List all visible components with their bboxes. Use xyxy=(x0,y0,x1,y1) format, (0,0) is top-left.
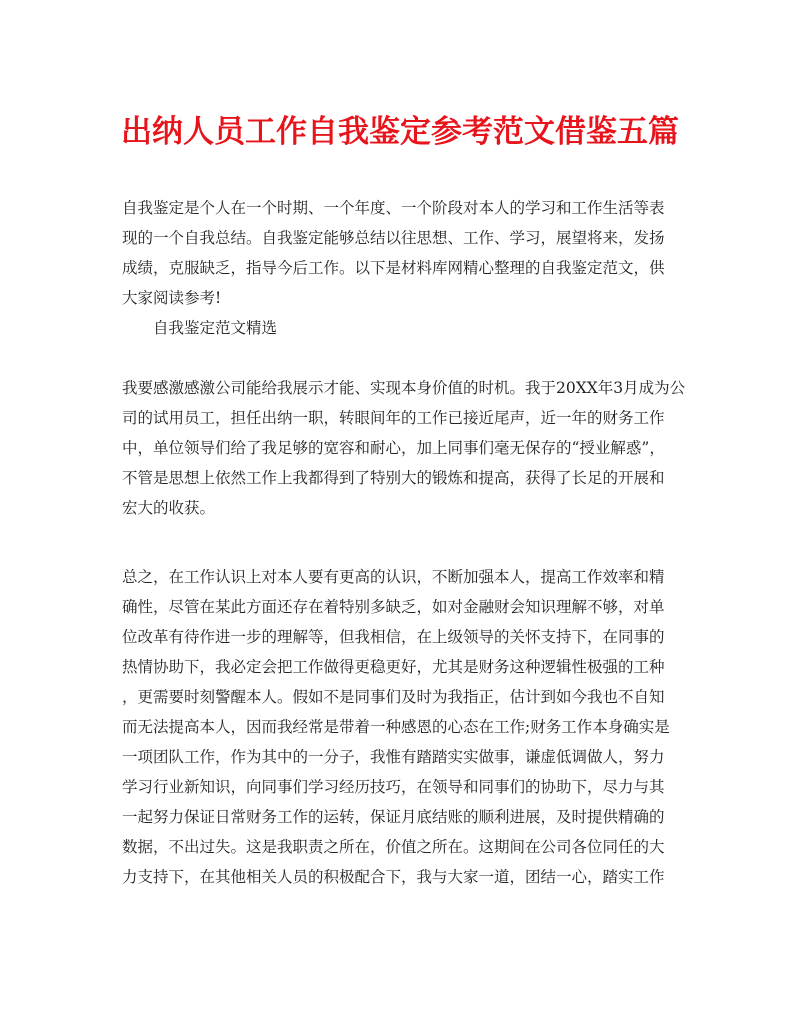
paragraph-line: 中，单位领导们给了我足够的宽容和耐心，加上同事们毫无保存的“授业解惑”， xyxy=(122,439,665,457)
paragraph-2 xyxy=(122,562,682,892)
intro-line: 自我鉴定是个人在一个时期、一个年度、一个阶段对本人的学习和工作生活等表 xyxy=(122,199,665,217)
intro-line: 大家阅读参考! xyxy=(122,289,222,307)
paragraph-line: 学习行业新知识，向同事们学习经历技巧，在领导和同事们的协助下，尽力与其 xyxy=(122,778,665,796)
paragraph-line: 不管是思想上依然工作上我都得到了特别大的锻炼和提高，获得了长足的开展和 xyxy=(122,469,665,487)
intro-paragraph xyxy=(122,193,682,343)
paragraph-line: 司的试用员工，担任出纳一职，转眼间年的工作已接近尾声，近一年的财务工作 xyxy=(122,409,665,427)
paragraph-line: 一起努力保证日常财务工作的运转，保证月底结账的顺利进展，及时提供精确的 xyxy=(122,808,665,826)
paragraph-line: 而无法提高本人，因而我经常是带着一种感恩的心态在工作;财务工作本身确实是 xyxy=(122,718,670,736)
paragraph-line: 确性，尽管在某此方面还存在着特别多缺乏，如对金融财会知识理解不够，对单 xyxy=(122,598,665,616)
paragraph-line: 力支持下，在其他相关人员的积极配合下，我与大家一道，团结一心，踏实工作 xyxy=(122,868,665,886)
paragraph-1 xyxy=(122,373,686,523)
paragraph-line: 一项团队工作，作为其中的一分子，我惟有踏踏实实做事，谦虚低调做人，努力 xyxy=(122,748,665,766)
paragraph-line: 宏大的收获。 xyxy=(122,499,216,517)
paragraph-line: ，更需要时刻警醒本人。假如不是同事们及时为我指正，估计到如今我也不自知 xyxy=(122,688,665,706)
paragraph-line: 数据，不出过失。这是我职责之所在，价值之所在。这期间在公司各位同任的大 xyxy=(122,838,665,856)
intro-line: 成绩，克服缺乏，指导今后工作。以下是材料库网精心整理的自我鉴定范文，供 xyxy=(122,259,665,277)
paragraph-line: 热情协助下，我必定会把工作做得更稳更好，尤其是财务这种逻辑性极强的工种 xyxy=(122,658,665,676)
document-title: 出纳人员工作自我鉴定参考范文借鉴五篇 xyxy=(121,114,679,150)
paragraph-line: 总之，在工作认识上对本人要有更高的认识，不断加强本人，提高工作效率和精 xyxy=(122,568,665,586)
paragraph-line: 我要感激感激公司能给我展示才能、实现本身价值的时机。我于20XX年3月成为公 xyxy=(122,379,686,397)
section-heading: 自我鉴定范文精选 xyxy=(153,319,278,337)
paragraph-line: 位改革有待作进一步的理解等，但我相信，在上级领导的关怀支持下，在同事的 xyxy=(122,628,665,646)
intro-line: 现的一个自我总结。自我鉴定能够总结以往思想、工作、学习，展望将来，发扬 xyxy=(122,229,665,247)
